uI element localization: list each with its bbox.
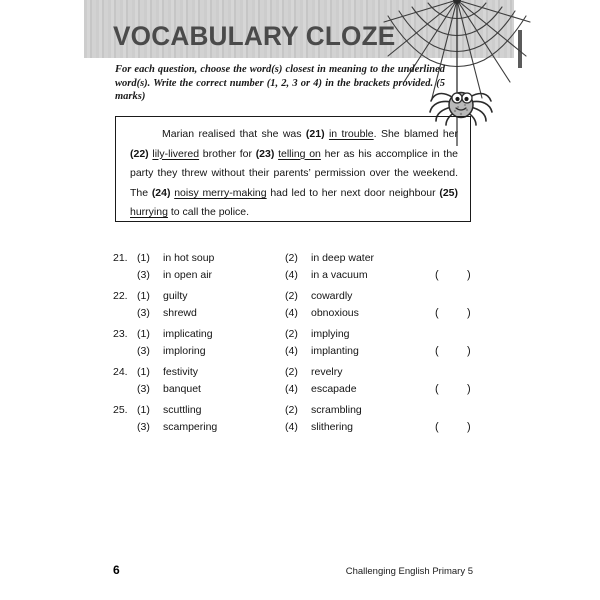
- bracket-close: ): [467, 307, 471, 319]
- passage-question-marker: (23): [255, 147, 275, 160]
- passage-question-marker: (24): [151, 186, 171, 199]
- question-option-row: [113, 252, 493, 269]
- option-label[interactable]: (1): [137, 328, 150, 340]
- question-block: [113, 252, 493, 290]
- passage-segment: Marian realised that she was: [162, 128, 306, 140]
- bracket-open: (: [435, 345, 439, 357]
- passage-underlined-phrase: noisy merry-making: [174, 186, 267, 199]
- option-label[interactable]: (1): [137, 290, 150, 302]
- option-text[interactable]: revelry: [311, 366, 343, 378]
- option-label[interactable]: (2): [285, 328, 298, 340]
- passage-segment: her as his accomplice in the party they threw without their parents’ permission over the weekend. The: [130, 147, 459, 199]
- question-option-row: [113, 345, 493, 362]
- bracket-open: (: [435, 307, 439, 319]
- bracket-close: ): [467, 345, 471, 357]
- passage-segment: to call the police.: [167, 206, 250, 219]
- question-option-row: [113, 290, 493, 307]
- question-block: [113, 366, 493, 404]
- option-label[interactable]: (4): [285, 345, 298, 357]
- option-text[interactable]: shrewd: [163, 307, 197, 319]
- bracket-close: ): [467, 383, 471, 395]
- option-label[interactable]: (4): [285, 421, 298, 433]
- instructions-text: For each question, choose the word(s) closest in meaning to the underlined word(s). Write the correct number (1, 2, 3 or 4) in the brackets provided. (5 marks): [115, 64, 445, 102]
- bracket-open: (: [435, 383, 439, 395]
- option-label[interactable]: (2): [285, 290, 298, 302]
- page-title: VOCABULARY CLOZE: [113, 21, 396, 51]
- option-label[interactable]: (4): [285, 269, 298, 281]
- option-label[interactable]: (1): [137, 252, 150, 264]
- question-option-row: [113, 307, 493, 324]
- bracket-close: ): [467, 269, 471, 281]
- option-label[interactable]: (1): [137, 404, 150, 416]
- question-block: [113, 290, 493, 328]
- option-text[interactable]: implicating: [163, 328, 213, 340]
- question-option-row: [113, 366, 493, 383]
- question-number: 24.: [113, 366, 128, 378]
- passage-box: [115, 116, 471, 222]
- option-text[interactable]: in a vacuum: [311, 269, 368, 281]
- passage-segment: . She blamed her: [373, 128, 458, 140]
- option-text[interactable]: scuttling: [163, 404, 202, 416]
- option-label[interactable]: (4): [285, 307, 298, 319]
- bracket-close: ): [467, 421, 471, 433]
- option-label[interactable]: (3): [137, 307, 150, 319]
- passage-underlined-phrase: hurrying: [130, 206, 168, 219]
- questions-list: [113, 252, 493, 442]
- option-text[interactable]: implanting: [311, 345, 359, 357]
- footer-book-title: Challenging English Primary 5: [345, 566, 473, 577]
- option-text[interactable]: cowardly: [311, 290, 353, 302]
- passage-underlined-phrase: in trouble: [328, 128, 374, 140]
- option-text[interactable]: in open air: [163, 269, 213, 281]
- passage-underlined-phrase: lily-livered: [152, 147, 200, 160]
- question-number: 21.: [113, 252, 128, 264]
- option-text[interactable]: scampering: [163, 421, 218, 433]
- option-label[interactable]: (2): [285, 252, 298, 264]
- option-label[interactable]: (3): [137, 345, 150, 357]
- question-number: 23.: [113, 328, 128, 340]
- bracket-open: (: [435, 269, 439, 281]
- option-text[interactable]: in deep water: [311, 252, 375, 264]
- option-text[interactable]: scrambling: [311, 404, 362, 416]
- passage-underlined-phrase: telling on: [278, 147, 321, 160]
- passage-segment: brother for: [199, 147, 256, 160]
- passage-question-marker: (21): [305, 128, 325, 140]
- option-text[interactable]: implying: [311, 328, 350, 340]
- passage-text: [130, 125, 458, 223]
- question-number: 25.: [113, 404, 128, 416]
- question-option-row: [113, 404, 493, 421]
- question-number: 22.: [113, 290, 128, 302]
- option-label[interactable]: (3): [137, 269, 150, 281]
- option-label[interactable]: (4): [285, 383, 298, 395]
- option-text[interactable]: escapade: [311, 383, 357, 395]
- option-text[interactable]: slithering: [311, 421, 354, 433]
- option-label[interactable]: (1): [137, 366, 150, 378]
- option-text[interactable]: in hot soup: [163, 252, 215, 264]
- passage-question-marker: (22): [130, 147, 149, 160]
- question-block: [113, 404, 493, 442]
- option-text[interactable]: guilty: [163, 290, 188, 302]
- question-option-row: [113, 383, 493, 400]
- option-text[interactable]: festivity: [163, 366, 199, 378]
- question-option-row: [113, 328, 493, 345]
- option-text[interactable]: obnoxious: [311, 307, 359, 319]
- passage-segment: had led to her next door neighbour: [266, 186, 440, 199]
- option-label[interactable]: (2): [285, 366, 298, 378]
- option-text[interactable]: imploring: [163, 345, 206, 357]
- option-label[interactable]: (3): [137, 383, 150, 395]
- question-option-row: [113, 421, 493, 438]
- header-accent-bar: [518, 30, 522, 68]
- question-block: [113, 328, 493, 366]
- footer-page-number: 6: [113, 563, 120, 577]
- question-option-row: [113, 269, 493, 286]
- option-text[interactable]: banquet: [163, 383, 201, 395]
- bracket-open: (: [435, 421, 439, 433]
- option-label[interactable]: (2): [285, 404, 298, 416]
- passage-question-marker: (25): [439, 186, 459, 199]
- option-label[interactable]: (3): [137, 421, 150, 433]
